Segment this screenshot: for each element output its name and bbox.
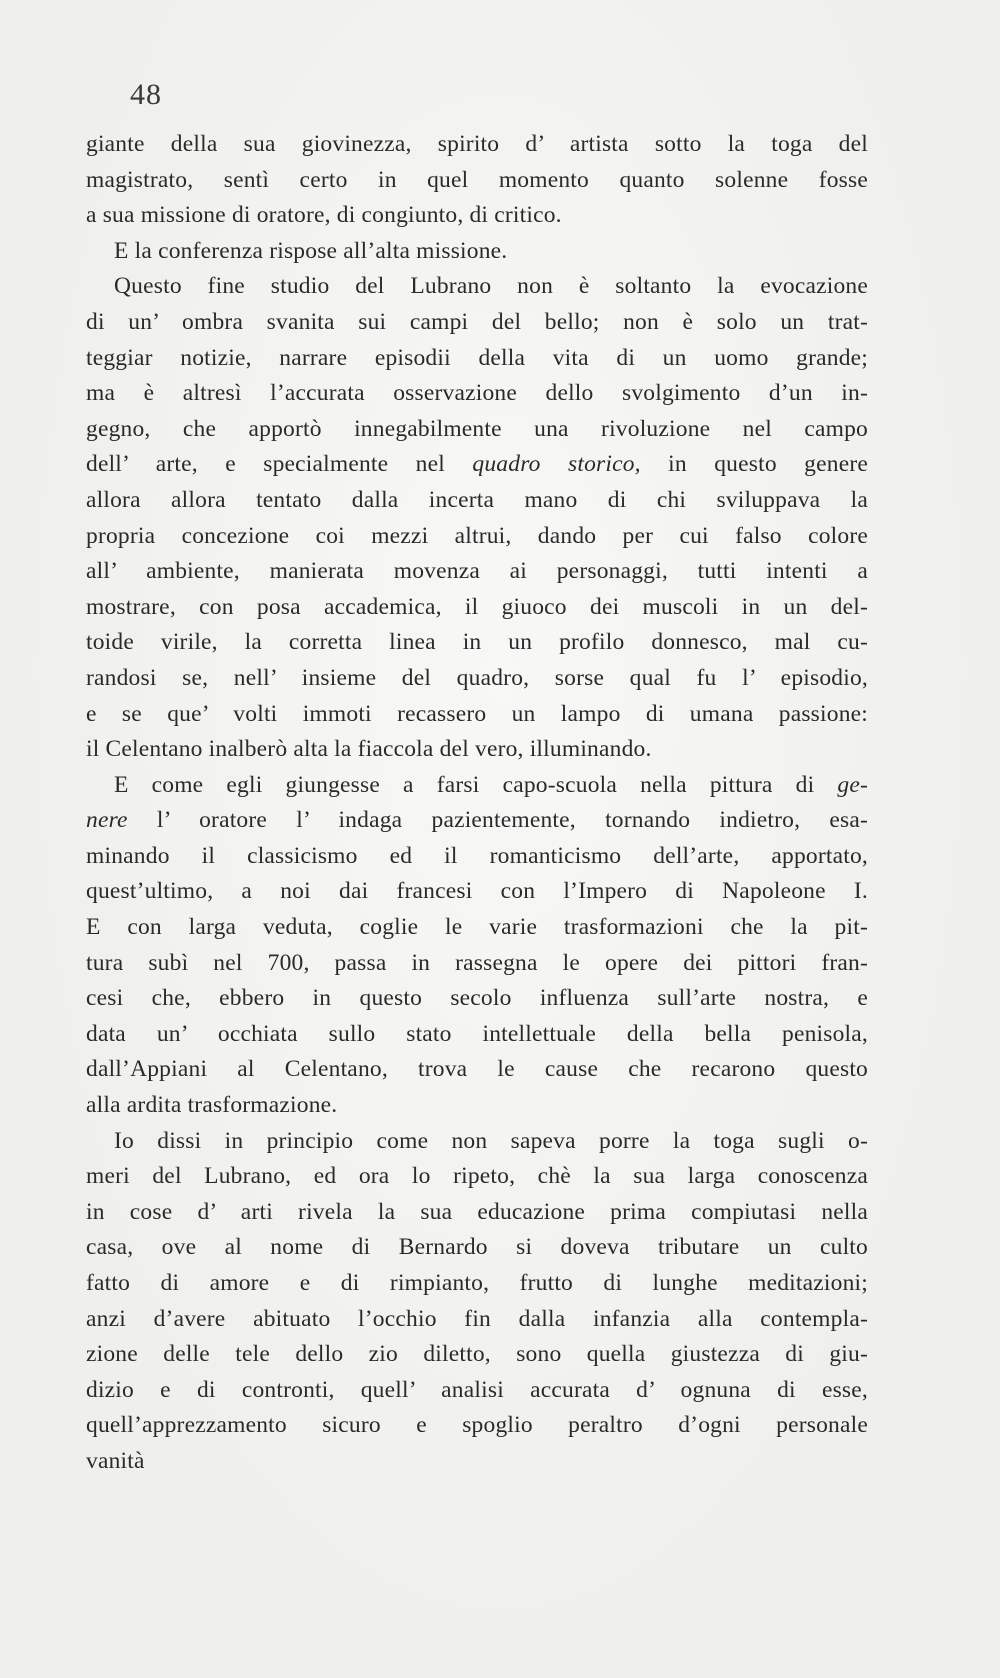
text-line: magistrato, sentì certo in quel momento quanto solenne fosse <box>86 166 868 193</box>
text-line: quest’ultimo, a noi dai francesi con l’Impero di Napoleone I. <box>86 878 868 905</box>
text-line: zione delle tele dello zio diletto, sono quella giustezza di giu- <box>86 1341 868 1368</box>
text-line: data un’ occhiata sullo stato intellettuale della bella penisola, <box>86 1020 868 1047</box>
italic-text: quadro storico, <box>472 451 641 478</box>
text-line: mostrare, con posa accademica, il giuoco dei muscoli in un del- <box>86 593 868 620</box>
page-number: 48 <box>130 78 162 111</box>
text-line <box>86 768 868 804</box>
text-line: dall’Appiani al Celentano, trova le cause che recarono questo <box>86 1056 868 1083</box>
text-line: ma è altresì l’accurata osservazione dello svolgimento d’un in- <box>86 380 868 407</box>
text-segment: dell’ arte, e specialmente nel <box>86 451 473 478</box>
text-line: in cose d’ arti rivela la sua educazione prima compiutasi nella <box>86 1198 868 1225</box>
italic-text: nere <box>86 807 128 834</box>
text-line: E con larga veduta, coglie le varie trasformazioni che la pit- <box>86 914 868 941</box>
text-line: di un’ ombra svanita sui campi del bello; non è solo un trat- <box>86 308 868 335</box>
text-segment: E come egli giungesse a farsi capo-scuola nella pittura di <box>114 771 838 798</box>
text-line: Io dissi in principio come non sapeva porre la toga sugli o- <box>114 1127 868 1154</box>
text-line: cesi che, ebbero in questo secolo influenza sull’arte nostra, e <box>86 985 868 1012</box>
text-line: il Celentano inalberò alta la fiaccola del vero, illuminando. <box>86 736 652 763</box>
text-line: tura subì nel 700, passa in rassegna le opere dei pittori fran- <box>86 949 868 976</box>
text-line: Questo fine studio del Lubrano non è soltanto la evocazione <box>114 273 868 300</box>
text-segment: l’ oratore l’ indaga pazientemente, tornando indietro, esa- <box>127 807 868 834</box>
text-line: e se que’ volti immoti recassero un lampo di umana passione: <box>86 700 868 727</box>
text-line <box>86 803 868 839</box>
text-line: quell’apprezzamento sicuro e spoglio peraltro d’ogni personale <box>86 1412 868 1439</box>
text-line: a sua missione di oratore, di congiunto, di critico. <box>86 202 562 229</box>
text-line <box>86 447 868 483</box>
text-line: randosi se, nell’ insieme del quadro, sorse qual fu l’ episodio, <box>86 664 868 691</box>
text-line: casa, ove al nome di Bernardo si doveva tributare un culto <box>86 1234 868 1261</box>
text-line: vanità <box>86 1447 145 1474</box>
text-line: toide virile, la corretta linea in un profilo donnesco, mal cu- <box>86 629 868 656</box>
body-text <box>86 127 868 1480</box>
italic-text: ge- <box>837 771 868 798</box>
text-line: E la conferenza rispose all’alta missione. <box>114 237 508 264</box>
text-line: giante della sua giovinezza, spirito d’ artista sotto la toga del <box>86 131 868 157</box>
text-line: propria concezione coi mezzi altrui, dando per cui falso colore <box>86 522 868 549</box>
text-line: allora allora tentato dalla incerta mano di chi sviluppava la <box>86 486 868 513</box>
text-line: anzi d’avere abituato l’occhio fin dalla infanzia alla contempla- <box>86 1305 868 1332</box>
text-line: gegno, che apportò innegabilmente una rivoluzione nel campo <box>86 415 868 442</box>
text-line: minando il classicismo ed il romanticismo dell’arte, apportato, <box>86 842 868 869</box>
text-line: teggiar notizie, narrare episodii della vita di un uomo grande; <box>86 344 868 371</box>
text-line: meri del Lubrano, ed ora lo ripeto, chè la sua larga conoscenza <box>86 1163 868 1190</box>
text-line: alla ardita trasformazione. <box>86 1092 338 1119</box>
text-line: dizio e di contronti, quell’ analisi accurata d’ ognuna di esse, <box>86 1376 868 1403</box>
text-line: all’ ambiente, manierata movenza ai personaggi, tutti intenti a <box>86 558 868 585</box>
text-segment: in questo genere <box>640 451 868 478</box>
text-line: fatto di amore e di rimpianto, frutto di lunghe meditazioni; <box>86 1270 868 1296</box>
